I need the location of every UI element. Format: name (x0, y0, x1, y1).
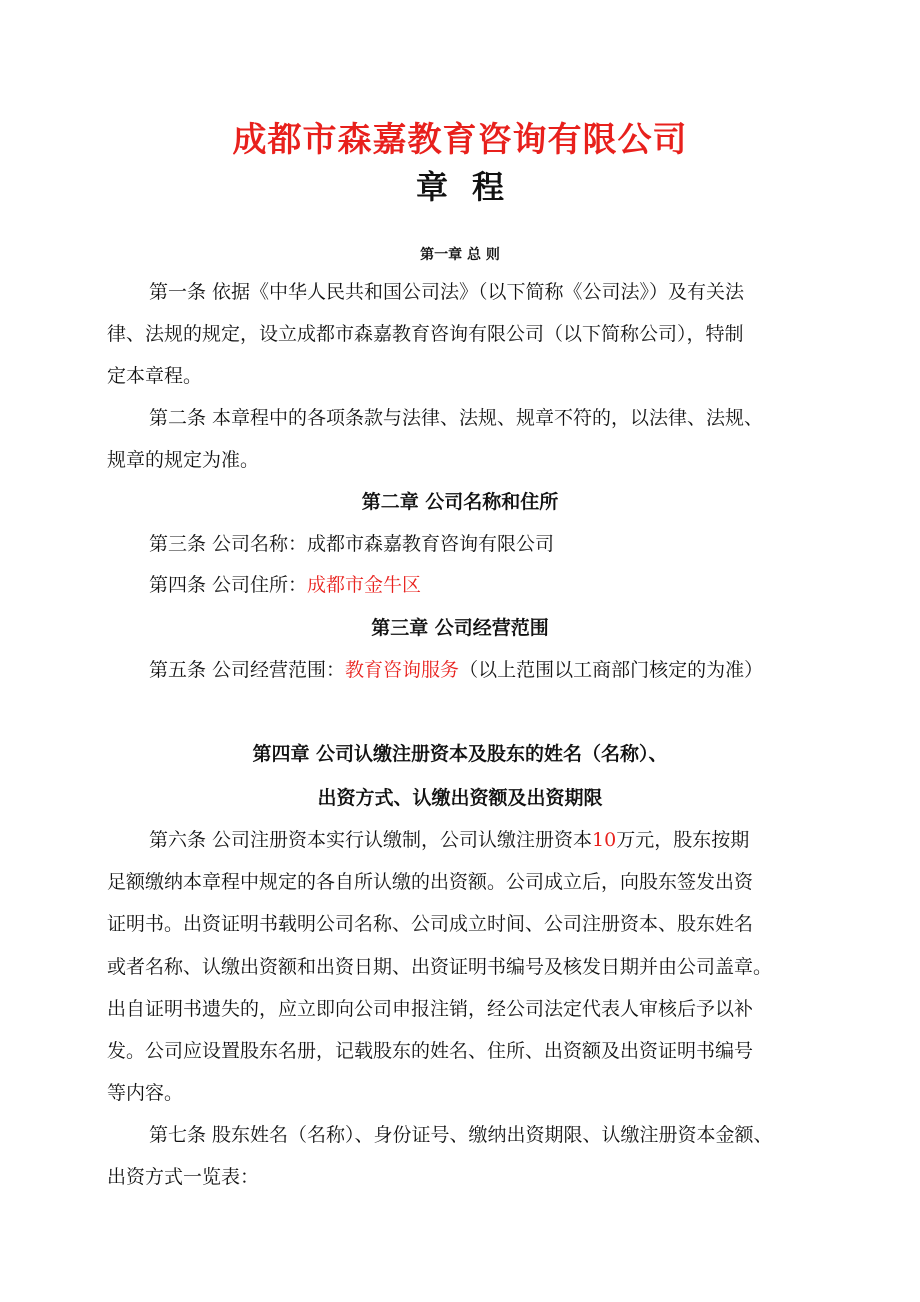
business-scope: 教育咨询服务 (345, 659, 460, 681)
chapter-4-heading-line-2: 出资方式、认缴出资额及出资期限 (317, 787, 603, 809)
article-1-line-1: 第一条 依据《中华人民共和国公司法》（以下简称《公司法》）及有关法 (149, 281, 745, 303)
article-6-line-4: 或者名称、认缴出资额和出资日期、出资证明书编号及核发日期并由公司盖章。 (107, 956, 773, 978)
article-5-prefix: 第五条 公司经营范围： (149, 659, 346, 681)
article-5-suffix: （以上范围以工商部门核定的为准） (459, 659, 764, 681)
article-4 (149, 573, 421, 597)
article-5 (149, 658, 763, 682)
chapter-4-heading-line-1: 第四章 公司认缴注册资本及股东的姓名（名称）、 (252, 743, 668, 765)
article-6-line-1-suffix: 万元，股东按期 (616, 829, 750, 851)
article-7-line-2: 出资方式一览表： (107, 1166, 260, 1188)
article-6-line-6: 发。公司应设置股东名册，记载股东的姓名、住所、出资额及出资证明书编号 (107, 1040, 754, 1062)
article-2-line-1: 第二条 本章程中的各项条款与法律、法规、规章不符的，以法律、法规、 (149, 407, 764, 429)
registered-capital-amount: 10 (592, 829, 617, 851)
document-title: 章程 (415, 168, 528, 206)
article-3: 第三条 公司名称：成都市森嘉教育咨询有限公司 (149, 533, 555, 555)
company-title: 成都市森嘉教育咨询有限公司 (232, 120, 688, 160)
chapter-3-heading: 第三章 公司经营范围 (371, 617, 549, 639)
article-6-line-3: 证明书。出资证明书载明公司名称、公司成立时间、公司注册资本、股东姓名 (107, 913, 754, 935)
article-4-prefix: 第四条 公司住所： (149, 574, 308, 596)
article-6-line-5: 出自证明书遗失的，应立即向公司申报注销，经公司法定代表人审核后予以补 (107, 998, 754, 1020)
article-6-line-7: 等内容。 (107, 1082, 184, 1104)
article-2-line-2: 规章的规定为准。 (107, 449, 260, 471)
chapter-2-heading: 第二章 公司名称和住所 (361, 491, 559, 513)
chapter-1-heading: 第一章 总 则 (420, 247, 500, 263)
article-1-line-2: 律、法规的规定，设立成都市森嘉教育咨询有限公司（以下简称公司），特制 (107, 323, 744, 345)
article-6-line-2: 足额缴纳本章程中规定的各自所认缴的出资额。公司成立后，向股东签发出资 (107, 871, 754, 893)
company-address: 成都市金牛区 (307, 574, 422, 596)
article-7-line-1: 第七条 股东姓名（名称）、身份证号、缴纳出资期限、认缴注册资本金额、 (149, 1124, 773, 1146)
article-6-line-1 (149, 828, 749, 852)
article-6-line-1-prefix: 第六条 公司注册资本实行认缴制，公司认缴注册资本 (149, 829, 593, 851)
article-1-line-3: 定本章程。 (107, 365, 203, 387)
